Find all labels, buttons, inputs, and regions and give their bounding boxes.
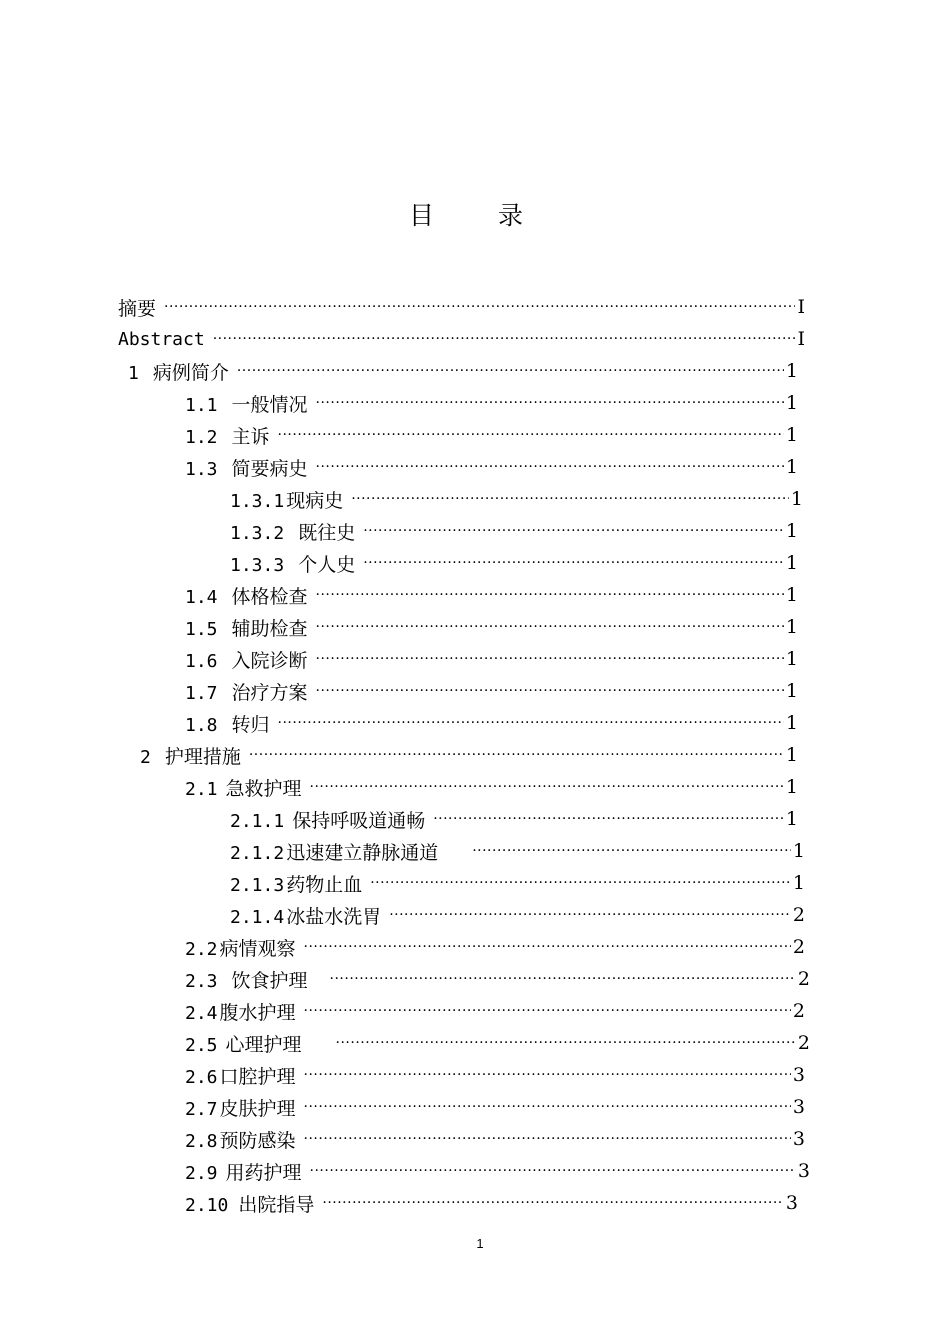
toc-entry[interactable] xyxy=(0,931,950,963)
toc-leader-dots xyxy=(316,457,784,477)
toc-entry-number: 2.1 xyxy=(185,778,218,800)
toc-entry[interactable] xyxy=(0,1091,950,1123)
toc-entry-page: 1 xyxy=(785,584,798,606)
toc-entry-title: 皮肤护理 xyxy=(219,1097,296,1120)
toc-entry-number: 1.3.2 xyxy=(230,522,285,544)
toc-entry[interactable] xyxy=(0,483,950,515)
toc-leader-dots xyxy=(370,873,791,893)
toc-entry[interactable] xyxy=(0,643,950,675)
toc-entry[interactable] xyxy=(0,291,950,323)
toc-entry-title: 急救护理 xyxy=(225,777,302,800)
toc-entry-page: 2 xyxy=(797,1032,810,1054)
toc-entry-number: 1.4 xyxy=(185,586,218,608)
toc-entry-title: 转归 xyxy=(231,713,270,736)
toc-entry-title: 保持呼吸道通畅 xyxy=(292,809,426,832)
toc-entry-number: 1 xyxy=(128,362,139,384)
toc-entry-page: 1 xyxy=(792,872,805,894)
toc-entry-title: 现病史 xyxy=(286,489,344,512)
toc-entry-page: 1 xyxy=(785,712,798,734)
toc-entry-number: 2.3 xyxy=(185,970,218,992)
toc-entry-title: 心理护理 xyxy=(225,1033,302,1056)
toc-leader-dots xyxy=(363,553,784,573)
toc-entry-page: 1 xyxy=(792,840,805,862)
toc-leader-dots xyxy=(278,713,784,733)
toc-entry[interactable] xyxy=(0,451,950,483)
toc-entry[interactable] xyxy=(0,1187,950,1219)
toc-leader-dots xyxy=(330,969,796,989)
toc-entry-page: 3 xyxy=(792,1064,805,1086)
toc-entry-page: 2 xyxy=(792,904,805,926)
toc-entry-number: 2.9 xyxy=(185,1162,218,1184)
toc-entry-page: 1 xyxy=(785,744,798,766)
toc-entry-page: 1 xyxy=(785,360,798,382)
toc-leader-dots xyxy=(389,905,791,925)
toc-entry[interactable] xyxy=(0,1059,950,1091)
toc-entry-number: 1.3.3 xyxy=(230,554,285,576)
toc-entry[interactable] xyxy=(0,1123,950,1155)
toc-entry-number: 2 xyxy=(140,746,151,768)
toc-entry[interactable] xyxy=(0,835,950,867)
toc-entry-number: 2.1.1 xyxy=(230,810,285,832)
toc-entry-page: 1 xyxy=(785,616,798,638)
toc-entry-title: 饮食护理 xyxy=(231,969,308,992)
toc-leader-dots xyxy=(363,521,784,541)
toc-leader-dots xyxy=(433,809,784,829)
toc-entry-page: 1 xyxy=(785,456,798,478)
toc-leader-dots xyxy=(316,585,784,605)
toc-entry[interactable] xyxy=(0,899,950,931)
toc-entry-number: 1.2 xyxy=(185,426,218,448)
toc-entry[interactable] xyxy=(0,867,950,899)
toc-entry-title: 口腔护理 xyxy=(219,1065,296,1088)
toc-entry[interactable] xyxy=(0,355,950,387)
toc-entry-page: 3 xyxy=(792,1096,805,1118)
toc-entry-page: 3 xyxy=(785,1192,798,1214)
toc-entry[interactable] xyxy=(0,1155,950,1187)
toc-entry[interactable] xyxy=(0,963,950,995)
table-of-contents xyxy=(0,291,950,1219)
toc-entry-title: 护理措施 xyxy=(164,745,241,768)
toc-leader-dots xyxy=(316,649,784,669)
toc-entry-number: 2.8 xyxy=(185,1130,218,1152)
toc-entry-number: 2.6 xyxy=(185,1066,218,1088)
toc-entry-title: 个人史 xyxy=(298,553,356,576)
toc-entry-number: 1.1 xyxy=(185,394,218,416)
toc-entry-page: I xyxy=(797,296,805,318)
toc-entry-page: 1 xyxy=(785,424,798,446)
toc-entry-title: 主诉 xyxy=(231,425,270,448)
toc-entry[interactable] xyxy=(0,547,950,579)
toc-entry-page: 1 xyxy=(785,520,798,542)
toc-entry-number: 2.10 xyxy=(185,1194,229,1216)
toc-entry-title: 腹水护理 xyxy=(219,1001,296,1024)
toc-entry-title: 一般情况 xyxy=(231,393,308,416)
toc-entry-title: 冰盐水洗胃 xyxy=(286,905,382,928)
toc-leader-dots xyxy=(304,937,791,957)
toc-entry-title: 预防感染 xyxy=(219,1129,296,1152)
toc-entry-page: 1 xyxy=(785,552,798,574)
toc-leader-dots xyxy=(316,681,784,701)
toc-entry-title: 辅助检查 xyxy=(231,617,308,640)
toc-entry-number: 1.3.1 xyxy=(230,490,285,512)
toc-entry[interactable] xyxy=(0,1027,950,1059)
toc-entry[interactable] xyxy=(0,323,950,355)
toc-entry-page: 1 xyxy=(785,680,798,702)
toc-entry-page: 3 xyxy=(792,1128,805,1150)
toc-entry-page: 1 xyxy=(790,488,803,510)
toc-leader-dots xyxy=(213,329,796,349)
toc-entry-page: 2 xyxy=(797,968,810,990)
toc-entry[interactable] xyxy=(0,419,950,451)
toc-entry-page: 2 xyxy=(792,1000,805,1022)
toc-entry[interactable] xyxy=(0,995,950,1027)
toc-leader-dots xyxy=(472,841,791,861)
toc-entry[interactable] xyxy=(0,771,950,803)
toc-leader-dots xyxy=(310,1161,796,1181)
toc-entry-number: 2.7 xyxy=(185,1098,218,1120)
toc-entry-title: 体格检查 xyxy=(231,585,308,608)
toc-entry-title: 摘要 xyxy=(118,297,157,320)
toc-entry[interactable] xyxy=(0,675,950,707)
toc-leader-dots xyxy=(351,489,789,509)
toc-leader-dots xyxy=(304,1001,791,1021)
page-title: 目 录 xyxy=(409,201,551,230)
toc-entry[interactable] xyxy=(0,611,950,643)
toc-entry-number: 1.8 xyxy=(185,714,218,736)
toc-leader-dots xyxy=(322,1193,784,1213)
toc-entry[interactable] xyxy=(0,739,950,771)
toc-leader-dots xyxy=(316,393,784,413)
toc-entry-number: 2.1.2 xyxy=(230,842,285,864)
toc-entry-number: 2.5 xyxy=(185,1034,218,1056)
toc-entry-page: 2 xyxy=(792,936,805,958)
toc-leader-dots xyxy=(310,777,784,797)
toc-entry-title: Abstract xyxy=(118,329,205,350)
toc-entry-page: 1 xyxy=(785,392,798,414)
toc-entry-number: 2.2 xyxy=(185,938,218,960)
toc-leader-dots xyxy=(304,1097,791,1117)
toc-leader-dots xyxy=(304,1065,791,1085)
page-number: 1 xyxy=(476,1236,484,1251)
toc-leader-dots xyxy=(164,297,795,317)
toc-entry-title: 入院诊断 xyxy=(231,649,308,672)
toc-leader-dots xyxy=(304,1129,791,1149)
toc-entry-number: 2.1.4 xyxy=(230,906,285,928)
toc-entry-number: 1.5 xyxy=(185,618,218,640)
toc-entry[interactable] xyxy=(0,579,950,611)
toc-leader-dots xyxy=(237,361,784,381)
toc-entry[interactable] xyxy=(0,707,950,739)
toc-entry-title: 既往史 xyxy=(298,521,356,544)
toc-leader-dots xyxy=(249,745,784,765)
toc-entry-number: 1.3 xyxy=(185,458,218,480)
toc-entry[interactable] xyxy=(0,387,950,419)
toc-entry-title: 简要病史 xyxy=(231,457,308,480)
toc-leader-dots xyxy=(278,425,784,445)
toc-entry-title: 用药护理 xyxy=(225,1161,302,1184)
toc-entry-title: 病情观察 xyxy=(219,937,296,960)
toc-entry-page: 3 xyxy=(797,1160,810,1182)
toc-entry-title: 药物止血 xyxy=(286,873,363,896)
toc-entry-number: 1.6 xyxy=(185,650,218,672)
toc-entry-page: 1 xyxy=(785,648,798,670)
toc-entry-title: 病例简介 xyxy=(152,361,229,384)
toc-entry-number: 2.4 xyxy=(185,1002,218,1024)
toc-entry-title: 迅速建立静脉通道 xyxy=(286,841,439,864)
toc-entry-number: 1.7 xyxy=(185,682,218,704)
toc-entry-page: I xyxy=(797,328,805,350)
toc-leader-dots xyxy=(316,617,784,637)
toc-entry[interactable] xyxy=(0,803,950,835)
toc-entry[interactable] xyxy=(0,515,950,547)
toc-leader-dots xyxy=(336,1033,796,1053)
toc-entry-title: 治疗方案 xyxy=(231,681,308,704)
toc-entry-title: 出院指导 xyxy=(238,1193,315,1216)
toc-entry-page: 1 xyxy=(785,808,798,830)
toc-entry-page: 1 xyxy=(785,776,798,798)
toc-entry-number: 2.1.3 xyxy=(230,874,285,896)
